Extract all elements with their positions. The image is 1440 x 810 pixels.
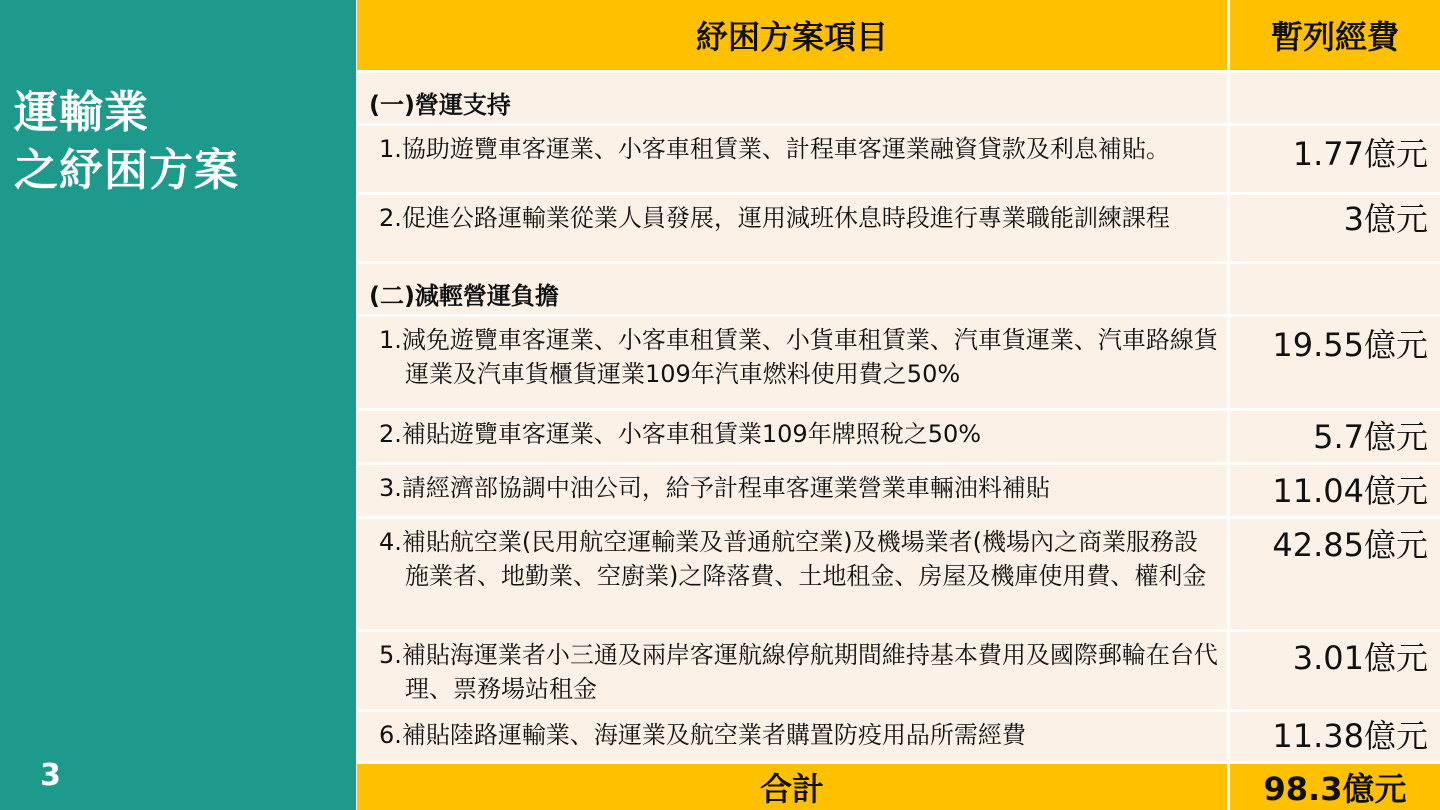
table-row [357,632,1440,709]
section-row [357,73,1440,123]
header-budget-cell [1230,0,1440,70]
item-text: 2.補貼遊覽車客運業、小客車租賃業109年牌照稅之50% [379,420,982,448]
section-label: (一)營運支持 [369,91,511,119]
section-row [357,264,1440,314]
table-row [357,519,1440,629]
total-row [357,764,1440,810]
total-amount: 98.3億元 [1263,770,1407,808]
table-row [357,465,1440,516]
item-text: 6.補貼陸路運輸業、海運業及航空業者購置防疫用品所需經費 [379,721,1026,749]
item-text: 1.減免遊覽車客運業、小客車租賃業、小貨車租賃業、汽車貨運業、汽車路線貨運業及汽車貨櫃貨運業109年汽車燃料使用費之50% [379,326,1218,388]
header-item-label: 紓困方案項目 [695,18,888,56]
item-amount: 42.85億元 [1272,526,1428,564]
item-amount: 1.77億元 [1292,135,1428,173]
table-row [357,411,1440,462]
item-text: 1.協助遊覽車客運業、小客車租賃業、計程車客運業融資貸款及利息補貼。 [379,135,1170,163]
page-number: 3 [40,758,61,793]
item-amount: 3.01億元 [1292,639,1428,677]
header-item-cell [357,0,1227,70]
item-amount: 19.55億元 [1272,326,1428,364]
item-text: 2.促進公路運輸業從業人員發展，運用減班休息時段進行專業職能訓練課程 [379,204,1170,232]
relief-plan-table [357,0,1440,810]
table-row [357,195,1440,261]
slide-title-line-1: 運輸業 [14,87,149,138]
total-label-cell [357,764,1227,810]
table-row [357,317,1440,408]
header-budget-label: 暫列經費 [1270,18,1399,56]
section-label: (二)減輕營運負擔 [369,282,559,310]
table-row [357,712,1440,761]
item-text: 4.補貼航空業(民用航空運輸業及普通航空業)及機場業者(機場內之商業服務設施業者、地勤業、空廚業)之降落費、土地租金、房屋及機庫使用費、權利金 [379,528,1207,590]
table-row [357,126,1440,192]
item-amount: 11.38億元 [1272,717,1428,755]
slide-title-line-2: 之紓困方案 [14,145,239,196]
total-amount-cell [1230,764,1440,810]
item-amount: 11.04億元 [1272,472,1428,510]
item-text: 5.補貼海運業者小三通及兩岸客運航線停航期間維持基本費用及國際郵輪在台代理、票務場站租金 [379,641,1218,703]
item-amount: 3億元 [1343,200,1428,238]
sidebar [0,0,356,810]
item-amount: 5.7億元 [1313,418,1428,456]
total-label: 合計 [759,770,824,808]
item-text: 3.請經濟部協調中油公司，給予計程車客運業營業車輛油料補貼 [379,474,1050,502]
table-header-row [357,0,1440,70]
slide-title [14,84,239,200]
